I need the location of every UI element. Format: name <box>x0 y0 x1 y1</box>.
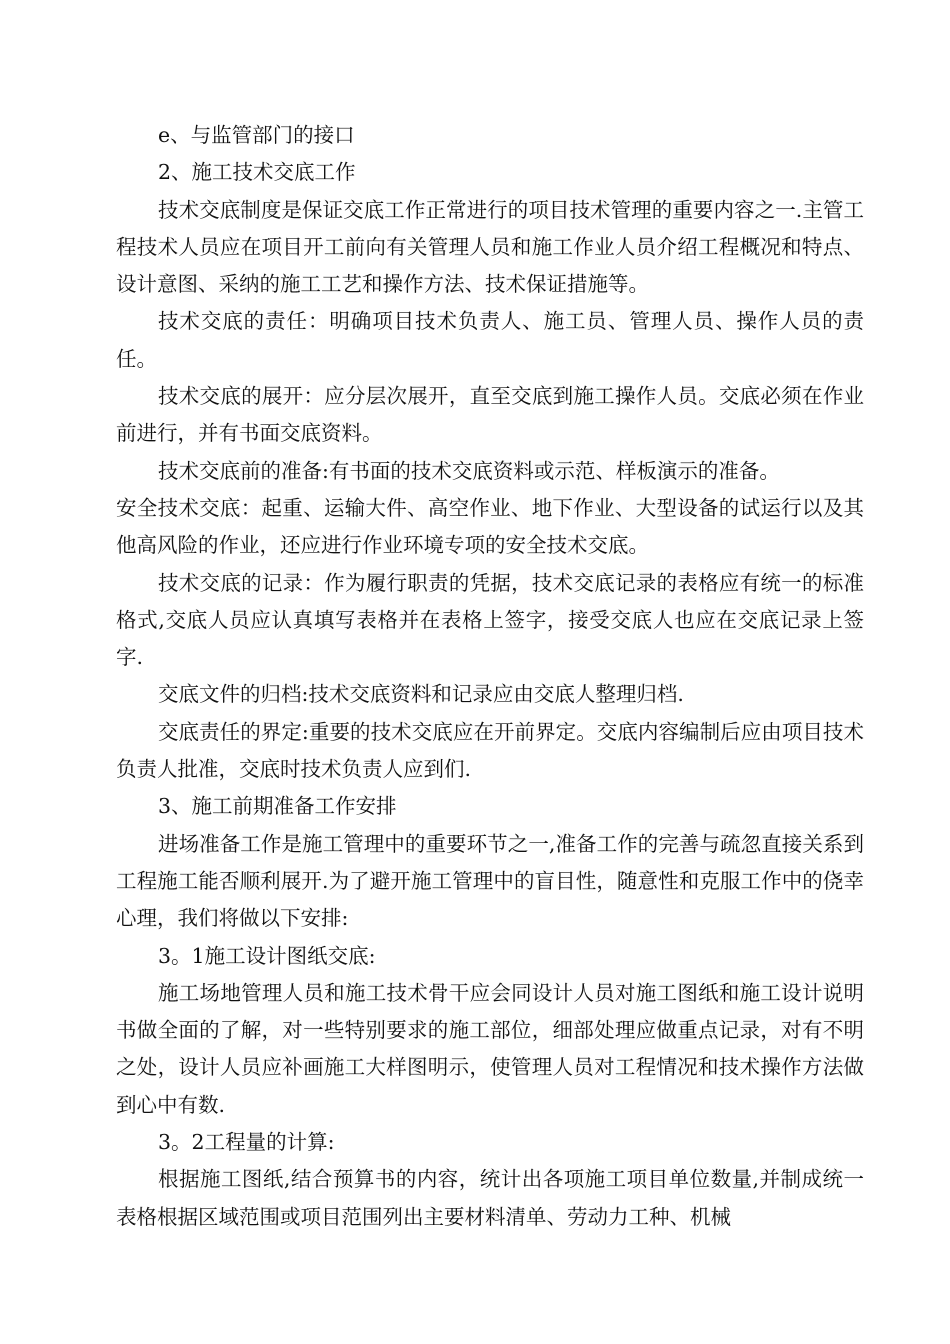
paragraph-briefing-rollout: 技术交底的展开：应分层次展开，直至交底到施工操作人员。交底必须在作业前进行，并有书面交底资料。 <box>116 384 864 446</box>
document-body <box>116 117 864 1236</box>
section-heading-2: 2、施工技术交底工作 <box>158 160 356 185</box>
paragraph-drawing-briefing: 施工场地管理人员和施工技术骨干应会同设计人员对施工图纸和施工设计说明书做全面的了解，对一些特别要求的施工部位，细部处理应做重点记录，对有不明之处，设计人员应补画施工大样图明示，使管理人员对工程情况和技术操作方法做到心中有数. <box>116 980 864 1117</box>
paragraph-briefing-records: 技术交底的记录：作为履行职责的凭据，技术交底记录的表格应有统一的标准格式,交底人员应认真填写表格并在表格上签字，接受交底人也应在交底记录上签字. <box>116 570 864 670</box>
paragraph-safety-briefing: 安全技术交底：起重、运输大件、高空作业、地下作业、大型设备的试运行以及其他高风险的作业，还应进行作业环境专项的安全技术交底。 <box>116 495 864 558</box>
paragraph-quantity-calculation: 根据施工图纸,结合预算书的内容，统计出各项施工项目单位数量,并制成统一表格根据区域范围或项目范围列出主要材料清单、劳动力工种、机械 <box>116 1167 864 1229</box>
paragraph-tech-briefing-system: 技术交底制度是保证交底工作正常进行的项目技术管理的重要内容之一.主管工程技术人员应在项目开工前向有关管理人员和施工作业人员介绍工程概况和特点、设计意图、采纳的施工工艺和操作方法、技术保证措施等。 <box>116 197 864 297</box>
subsection-heading-3-2: 3。2工程量的计算: <box>158 1130 335 1155</box>
section-heading-3: 3、施工前期准备工作安排 <box>158 794 397 819</box>
paragraph-responsibility-definition: 交底责任的界定:重要的技术交底应在开前界定。交底内容编制后应由项目技术负责人批准，交底时技术负责人应到们. <box>116 719 864 782</box>
paragraph-briefing-responsibility: 技术交底的责任：明确项目技术负责人、施工员、管理人员、操作人员的责任。 <box>116 309 864 371</box>
paragraph-document-archiving: 交底文件的归档:技术交底资料和记录应由交底人整理归档. <box>158 682 684 707</box>
paragraph-briefing-preparation: 技术交底前的准备:有书面的技术交底资料或示范、样板演示的准备。 <box>158 458 780 483</box>
subsection-heading-3-1: 3。1施工设计图纸交底: <box>158 943 376 968</box>
paragraph-item-e-interface: e、与监管部门的接口 <box>158 123 355 147</box>
paragraph-site-preparation: 进场准备工作是施工管理中的重要环节之一,准备工作的完善与疏忽直接关系到工程施工能否顺利展开.为了避开施工管理中的盲目性，随意性和克服工作中的侥幸心理，我们将做以下安排: <box>116 831 864 931</box>
